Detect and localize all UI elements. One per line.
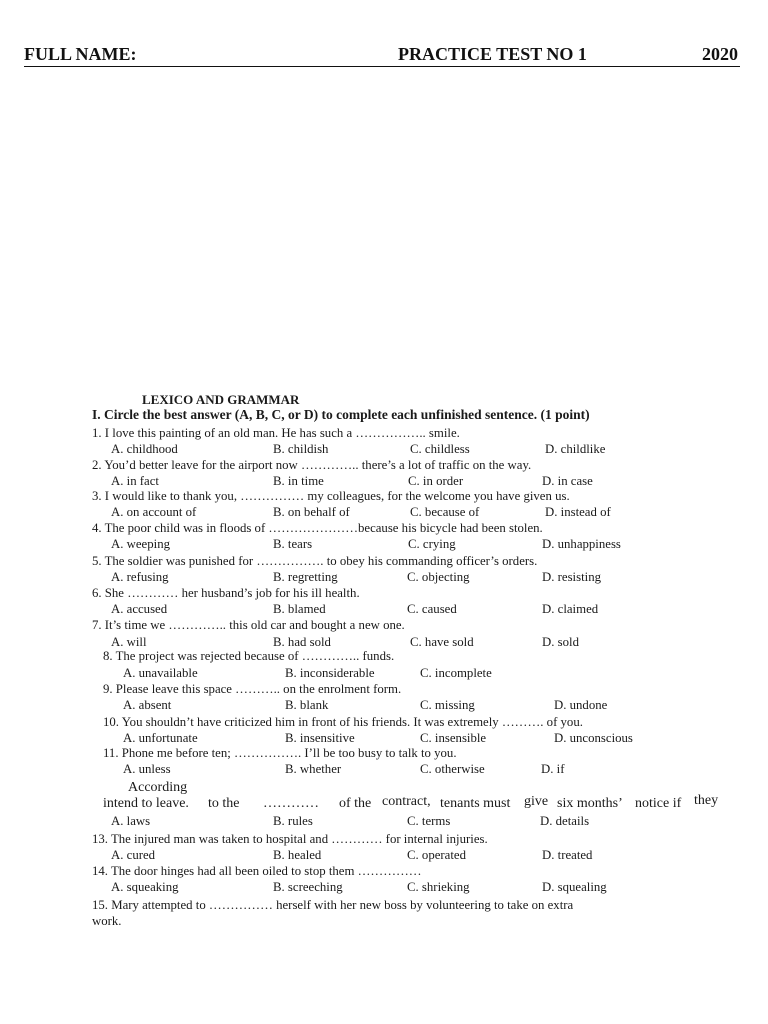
question-7-stem: 7. It’s time we ………….. this old car and bought a new one. <box>92 618 405 632</box>
q5-option-c[interactable]: C. objecting <box>407 570 470 584</box>
q8-option-a[interactable]: A. unavailable <box>123 666 198 680</box>
q12-blank: ………… <box>263 796 319 811</box>
q4-option-d[interactable]: D. unhappiness <box>542 537 621 551</box>
q12-option-c[interactable]: C. terms <box>407 814 451 828</box>
q7-option-b[interactable]: B. had sold <box>273 635 331 649</box>
q3-option-a[interactable]: A. on account of <box>111 505 197 519</box>
q10-option-d[interactable]: D. unconscious <box>554 731 633 745</box>
q14-option-d[interactable]: D. squealing <box>542 880 607 894</box>
q14-option-a[interactable]: A. squeaking <box>111 880 179 894</box>
q8-option-c[interactable]: C. incomplete <box>420 666 492 680</box>
question-4-stem: 4. The poor child was in floods of …………………because his bicycle had been stolen. <box>92 521 543 535</box>
q12-word-contract: contract, <box>382 794 431 809</box>
question-1-stem: 1. I love this painting of an old man. He has such a …………….. smile. <box>92 426 460 440</box>
question-3-stem: 3. I would like to thank you, …………… my colleagues, for the welcome you have given us. <box>92 489 570 503</box>
q7-option-a[interactable]: A. will <box>111 635 147 649</box>
question-15-stem: 15. Mary attempted to …………… herself with her new boss by volunteering to take on extra <box>92 898 574 912</box>
q12-word-six-months: six months’ <box>557 796 623 811</box>
q5-option-b[interactable]: B. regretting <box>273 570 338 584</box>
q3-option-c[interactable]: C. because of <box>410 505 480 519</box>
q13-option-b[interactable]: B. healed <box>273 848 322 862</box>
q12-word-to-the: to the <box>208 796 240 811</box>
page-header <box>24 44 740 67</box>
q1-option-d[interactable]: D. childlike <box>545 442 606 456</box>
q12-option-a[interactable]: A. laws <box>111 814 151 828</box>
q13-option-c[interactable]: C. operated <box>407 848 466 862</box>
q1-option-b[interactable]: B. childish <box>273 442 329 456</box>
q5-option-d[interactable]: D. resisting <box>542 570 602 584</box>
q9-option-d[interactable]: D. undone <box>554 698 608 712</box>
q3-option-b[interactable]: B. on behalf of <box>273 505 350 519</box>
question-9-stem: 9. Please leave this space ……….. on the enrolment form. <box>103 682 402 696</box>
q10-option-b[interactable]: B. insensitive <box>285 731 355 745</box>
q7-option-d[interactable]: D. sold <box>542 635 579 649</box>
q2-option-c[interactable]: C. in order <box>408 474 464 488</box>
q9-option-c[interactable]: C. missing <box>420 698 475 712</box>
question-5-stem: 5. The soldier was punished for ……………. to obey his commanding officer’s orders. <box>92 554 538 568</box>
q4-option-c[interactable]: C. crying <box>408 537 456 551</box>
q12-word-of-the: of the <box>339 796 372 811</box>
q2-option-d[interactable]: D. in case <box>542 474 593 488</box>
q11-option-c[interactable]: C. otherwise <box>420 762 485 776</box>
test-year: 2020 <box>702 44 738 64</box>
q11-option-a[interactable]: A. unless <box>123 762 171 776</box>
question-10-stem: 10. You shouldn’t have criticized him in front of his friends. It was extremely ………. of you. <box>103 715 583 729</box>
question-14-stem: 14. The door hinges had all been oiled to stop them …………… <box>92 864 422 878</box>
q10-option-c[interactable]: C. insensible <box>420 731 487 745</box>
q10-option-a[interactable]: A. unfortunate <box>123 731 198 745</box>
section-title: LEXICO AND GRAMMAR <box>142 392 300 407</box>
section-instruction: I. Circle the best answer (A, B, C, or D) to complete each unfinished sentence. (1 point) <box>92 407 590 422</box>
question-15-continuation: work. <box>92 914 122 928</box>
q9-option-b[interactable]: B. blank <box>285 698 329 712</box>
question-8-stem: 8. The project was rejected because of ………….. funds. <box>103 649 395 663</box>
q12-word-they: they <box>694 793 719 808</box>
q13-option-d[interactable]: D. treated <box>542 848 593 862</box>
q5-option-a[interactable]: A. refusing <box>111 570 169 584</box>
q11-option-b[interactable]: B. whether <box>285 762 342 776</box>
q2-option-b[interactable]: B. in time <box>273 474 324 488</box>
question-6-stem: 6. She ………… her husband’s job for his ill health. <box>92 586 360 600</box>
q7-option-c[interactable]: C. have sold <box>410 635 474 649</box>
q9-option-a[interactable]: A. absent <box>123 698 172 712</box>
q14-option-c[interactable]: C. shrieking <box>407 880 470 894</box>
q6-option-b[interactable]: B. blamed <box>273 602 326 616</box>
question-2-stem: 2. You’d better leave for the airport now ………….. there’s a lot of traffic on the way. <box>92 458 532 472</box>
q12-option-b[interactable]: B. rules <box>273 814 313 828</box>
question-11-stem: 11. Phone me before ten; ……………. I’ll be too busy to talk to you. <box>103 746 457 760</box>
q12-word-according: According <box>128 780 188 795</box>
q6-option-d[interactable]: D. claimed <box>542 602 599 616</box>
full-name-label: FULL NAME: <box>24 44 137 64</box>
q1-option-a[interactable]: A. childhood <box>111 442 178 456</box>
q14-option-b[interactable]: B. screeching <box>273 880 343 894</box>
q12-word-intend: intend to leave. <box>103 796 189 811</box>
q3-option-d[interactable]: D. instead of <box>545 505 611 519</box>
q12-word-give: give <box>524 794 549 809</box>
q4-option-a[interactable]: A. weeping <box>111 537 170 551</box>
q6-option-a[interactable]: A. accused <box>111 602 168 616</box>
q1-option-c[interactable]: C. childless <box>410 442 470 456</box>
q11-option-d[interactable]: D. if <box>541 762 565 776</box>
q12-word-tenants-must: tenants must <box>440 796 511 811</box>
q6-option-c[interactable]: C. caused <box>407 602 457 616</box>
q12-option-d[interactable]: D. details <box>540 814 590 828</box>
test-title: PRACTICE TEST NO 1 <box>398 44 587 64</box>
q4-option-b[interactable]: B. tears <box>273 537 313 551</box>
question-13-stem: 13. The injured man was taken to hospital and ………… for internal injuries. <box>92 832 488 846</box>
q12-word-notice-if: notice if <box>635 796 682 811</box>
q13-option-a[interactable]: A. cured <box>111 848 156 862</box>
q8-option-b[interactable]: B. inconsiderable <box>285 666 375 680</box>
q2-option-a[interactable]: A. in fact <box>111 474 159 488</box>
